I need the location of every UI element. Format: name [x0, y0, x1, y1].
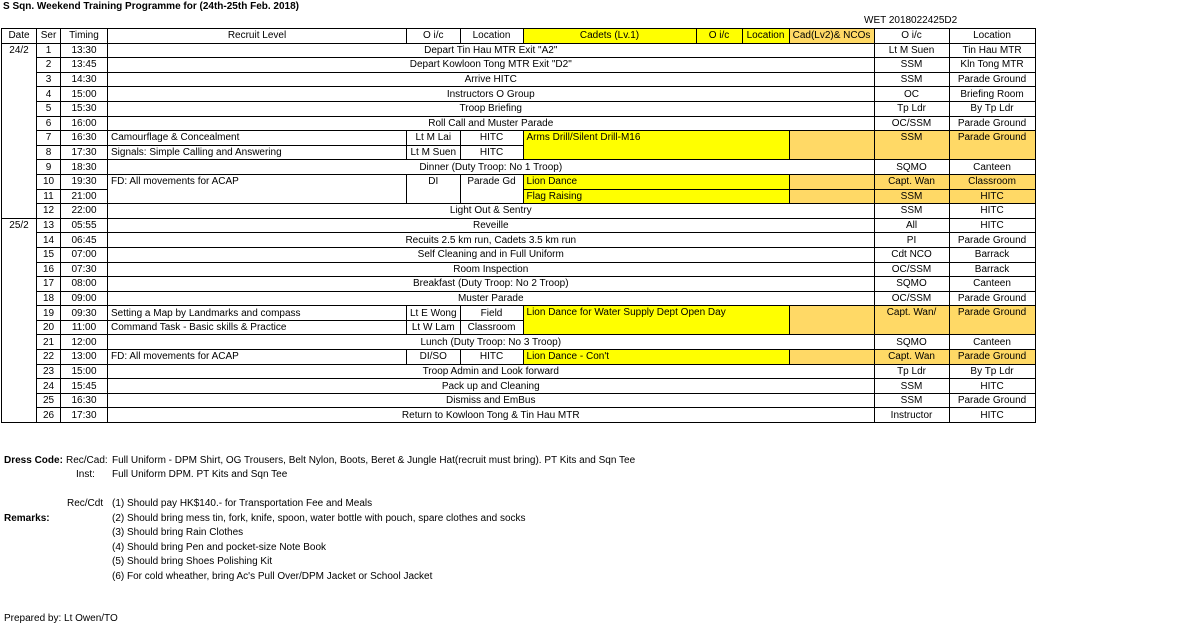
header-cadets-oic: O i/c	[696, 29, 742, 44]
cadet-activity-cell: Arms Drill/Silent Drill-M16	[523, 131, 789, 160]
location-cell: HITC	[949, 379, 1035, 394]
activity-cell: Lunch (Duty Troop: No 3 Troop)	[108, 335, 875, 350]
activity-cell: Depart Tin Hau MTR Exit "A2"	[108, 43, 875, 58]
activity-cell: Depart Kowloon Tong MTR Exit "D2"	[108, 58, 875, 73]
ser-cell: 11	[37, 189, 61, 204]
timing-cell: 13:00	[61, 350, 108, 365]
table-row	[2, 160, 1036, 175]
recruit-location-cell: HITC	[460, 350, 523, 365]
activity-cell: Return to Kowloon Tong & Tin Hau MTR	[108, 408, 875, 423]
location-cell: Parade Ground	[949, 72, 1035, 87]
recruit-cell: Camourflage & Concealment	[108, 131, 407, 146]
remarks-rec-label: Rec/Cdt	[67, 498, 104, 509]
schedule-table	[1, 28, 1036, 423]
timing-cell: 09:00	[61, 291, 108, 306]
location-cell: Canteen	[949, 335, 1035, 350]
remark-item: (3) Should bring Rain Clothes	[112, 527, 244, 538]
dress-code-rec-text: Full Uniform - DPM Shirt, OG Trousers, Belt Nylon, Boots, Beret & Jungle Hat(recruit must bring). PT Kits and Sqn Tee	[112, 455, 636, 466]
table-row	[2, 174, 1036, 189]
activity-cell: Troop Admin and Look forward	[108, 364, 875, 379]
recruit-oic-cell: Lt M Lai	[407, 131, 461, 146]
table-row	[2, 87, 1036, 102]
oic-cell: OC	[874, 87, 949, 102]
location-cell: Classroom	[949, 174, 1035, 189]
table-row	[2, 306, 1036, 321]
activity-cell: Pack up and Cleaning	[108, 379, 875, 394]
ser-cell: 17	[37, 277, 61, 292]
cadet-activity-cell: Lion Dance	[523, 174, 789, 189]
header-ser: Ser	[37, 29, 61, 44]
remark-item: (2) Should bring mess tin, fork, knife, spoon, water bottle with pouch, spare clothes and socks	[112, 513, 526, 524]
header-timing: Timing	[61, 29, 108, 44]
ser-cell: 24	[37, 379, 61, 394]
timing-cell: 21:00	[61, 189, 108, 204]
nco-cell	[789, 131, 874, 160]
oic-cell: SSM	[874, 204, 949, 219]
header-cadets: Cadets (Lv.1)	[523, 29, 696, 44]
timing-cell: 12:00	[61, 335, 108, 350]
ser-cell: 8	[37, 145, 61, 160]
ser-cell: 6	[37, 116, 61, 131]
oic-cell: SQMO	[874, 335, 949, 350]
header-date: Date	[2, 29, 37, 44]
oic-cell: Cdt NCO	[874, 247, 949, 262]
oic-cell: Tp Ldr	[874, 101, 949, 116]
table-row	[2, 101, 1036, 116]
location-cell: HITC	[949, 204, 1035, 219]
header-cadets-location: Location	[742, 29, 789, 44]
timing-cell: 07:30	[61, 262, 108, 277]
timing-cell: 08:00	[61, 277, 108, 292]
location-cell: Canteen	[949, 160, 1035, 175]
table-row	[2, 335, 1036, 350]
date-cell: 25/2	[2, 218, 37, 422]
recruit-oic-cell: DI	[407, 174, 461, 203]
recruit-location-cell: Classroom	[460, 320, 523, 335]
header-recruit-level: Recruit Level	[108, 29, 407, 44]
oic-cell: PI	[874, 233, 949, 248]
page-title: S Sqn. Weekend Training Programme for (24th-25th Feb. 2018)	[3, 1, 299, 12]
recruit-cell: Setting a Map by Landmarks and compass	[108, 306, 407, 321]
oic-cell: SSM	[874, 72, 949, 87]
recruit-oic-cell: DI/SO	[407, 350, 461, 365]
timing-cell: 13:45	[61, 58, 108, 73]
oic-cell: Lt M Suen	[874, 43, 949, 58]
dress-code-label: Dress Code:	[4, 455, 63, 466]
table-row	[2, 393, 1036, 408]
location-cell: Parade Ground	[949, 306, 1035, 335]
table-row	[2, 233, 1036, 248]
recruit-location-cell: Parade Gd	[460, 174, 523, 203]
dress-code-rec-label: Rec/Cad:	[66, 455, 108, 466]
reference-code: WET 2018022425D2	[864, 15, 958, 26]
cadet-activity-cell: Lion Dance - Con't	[523, 350, 789, 365]
ser-cell: 16	[37, 262, 61, 277]
activity-cell: Room Inspection	[108, 262, 875, 277]
nco-cell	[789, 174, 874, 189]
table-row	[2, 291, 1036, 306]
timing-cell: 14:30	[61, 72, 108, 87]
table-row	[2, 116, 1036, 131]
recruit-location-cell: HITC	[460, 145, 523, 160]
timing-cell: 11:00	[61, 320, 108, 335]
nco-cell	[789, 306, 874, 335]
location-cell: Parade Ground	[949, 291, 1035, 306]
nco-cell	[789, 189, 874, 204]
timing-cell: 06:45	[61, 233, 108, 248]
header-location: Location	[949, 29, 1035, 44]
table-row	[2, 408, 1036, 423]
table-row	[2, 131, 1036, 146]
ser-cell: 9	[37, 160, 61, 175]
ser-cell: 4	[37, 87, 61, 102]
recruit-cell: FD: All movements for ACAP	[108, 350, 407, 365]
ser-cell: 23	[37, 364, 61, 379]
recruit-oic-cell: Lt M Suen	[407, 145, 461, 160]
table-row	[2, 58, 1036, 73]
ser-cell: 7	[37, 131, 61, 146]
activity-cell: Muster Parade	[108, 291, 875, 306]
ser-cell: 25	[37, 393, 61, 408]
location-cell: Canteen	[949, 277, 1035, 292]
activity-cell: Breakfast (Duty Troop: No 2 Troop)	[108, 277, 875, 292]
table-row	[2, 218, 1036, 233]
location-cell: Parade Ground	[949, 233, 1035, 248]
timing-cell: 09:30	[61, 306, 108, 321]
oic-cell: All	[874, 218, 949, 233]
timing-cell: 15:00	[61, 87, 108, 102]
ser-cell: 10	[37, 174, 61, 189]
location-cell: Briefing Room	[949, 87, 1035, 102]
header-row	[2, 29, 1036, 44]
timing-cell: 22:00	[61, 204, 108, 219]
oic-cell: OC/SSM	[874, 262, 949, 277]
oic-cell: OC/SSM	[874, 116, 949, 131]
activity-cell: Instructors O Group	[108, 87, 875, 102]
table-row	[2, 364, 1036, 379]
recruit-oic-cell: Lt W Lam	[407, 320, 461, 335]
timing-cell: 16:30	[61, 393, 108, 408]
table-row	[2, 247, 1036, 262]
activity-cell: Roll Call and Muster Parade	[108, 116, 875, 131]
location-cell: Kln Tong MTR	[949, 58, 1035, 73]
oic-cell: SSM	[874, 379, 949, 394]
remark-item: (6) For cold wheather, bring Ac's Pull Over/DPM Jacket or School Jacket	[112, 571, 433, 582]
timing-cell: 17:30	[61, 145, 108, 160]
timing-cell: 15:45	[61, 379, 108, 394]
ser-cell: 5	[37, 101, 61, 116]
timing-cell: 05:55	[61, 218, 108, 233]
ser-cell: 19	[37, 306, 61, 321]
ser-cell: 13	[37, 218, 61, 233]
ser-cell: 22	[37, 350, 61, 365]
location-cell: Tin Hau MTR	[949, 43, 1035, 58]
timing-cell: 15:00	[61, 364, 108, 379]
activity-cell: Troop Briefing	[108, 101, 875, 116]
ser-cell: 26	[37, 408, 61, 423]
ser-cell: 21	[37, 335, 61, 350]
date-cell: 24/2	[2, 43, 37, 218]
timing-cell: 16:30	[61, 131, 108, 146]
remarks-label: Remarks:	[4, 513, 50, 524]
oic-cell: Capt. Wan	[874, 350, 949, 365]
ser-cell: 14	[37, 233, 61, 248]
header-location: Location	[460, 29, 523, 44]
timing-cell: 16:00	[61, 116, 108, 131]
location-cell: Barrack	[949, 262, 1035, 277]
recruit-location-cell: Field	[460, 306, 523, 321]
oic-cell: SSM	[874, 58, 949, 73]
location-cell: Parade Ground	[949, 350, 1035, 365]
recruit-cell: Command Task - Basic skills & Practice	[108, 320, 407, 335]
header-cad-ncos: Cad(Lv2)& NCOs	[789, 29, 874, 44]
oic-cell: SSM	[874, 131, 949, 160]
oic-cell: SQMO	[874, 160, 949, 175]
oic-cell: Capt. Wan	[874, 174, 949, 189]
recruit-location-cell: HITC	[460, 131, 523, 146]
ser-cell: 15	[37, 247, 61, 262]
location-cell: By Tp Ldr	[949, 364, 1035, 379]
oic-cell: SQMO	[874, 277, 949, 292]
cadet-activity-cell: Lion Dance for Water Supply Dept Open Day	[523, 306, 789, 335]
timing-cell: 13:30	[61, 43, 108, 58]
header-oic: O i/c	[874, 29, 949, 44]
activity-cell: Light Out & Sentry	[108, 204, 875, 219]
oic-cell: Tp Ldr	[874, 364, 949, 379]
location-cell: HITC	[949, 408, 1035, 423]
activity-cell: Recuits 2.5 km run, Cadets 3.5 km run	[108, 233, 875, 248]
dress-code-inst-label: Inst:	[76, 469, 95, 480]
ser-cell: 3	[37, 72, 61, 87]
ser-cell: 18	[37, 291, 61, 306]
ser-cell: 20	[37, 320, 61, 335]
table-row	[2, 379, 1036, 394]
ser-cell: 2	[37, 58, 61, 73]
remark-item: (5) Should bring Shoes Polishing Kit	[112, 556, 273, 567]
location-cell: Parade Ground	[949, 116, 1035, 131]
nco-cell	[789, 350, 874, 365]
table-row	[2, 72, 1036, 87]
timing-cell: 19:30	[61, 174, 108, 189]
activity-cell: Dismiss and EmBus	[108, 393, 875, 408]
table-row	[2, 262, 1036, 277]
activity-cell: Arrive HITC	[108, 72, 875, 87]
ser-cell: 1	[37, 43, 61, 58]
location-cell: HITC	[949, 218, 1035, 233]
oic-cell: SSM	[874, 393, 949, 408]
header-oic: O i/c	[407, 29, 461, 44]
remark-item: (4) Should bring Pen and pocket-size Note Book	[112, 542, 327, 553]
table-row	[2, 43, 1036, 58]
location-cell: Parade Ground	[949, 393, 1035, 408]
table-row	[2, 204, 1036, 219]
activity-cell: Reveille	[108, 218, 875, 233]
timing-cell: 15:30	[61, 101, 108, 116]
timing-cell: 07:00	[61, 247, 108, 262]
recruit-cell: Signals: Simple Calling and Answering	[108, 145, 407, 160]
oic-cell: Capt. Wan/	[874, 306, 949, 335]
recruit-oic-cell: Lt E Wong	[407, 306, 461, 321]
timing-cell: 17:30	[61, 408, 108, 423]
location-cell: Barrack	[949, 247, 1035, 262]
location-cell: By Tp Ldr	[949, 101, 1035, 116]
cadet-activity-cell: Flag Raising	[523, 189, 789, 204]
dress-code-inst-text: Full Uniform DPM. PT Kits and Sqn Tee	[112, 469, 288, 480]
recruit-cell: FD: All movements for ACAP	[108, 174, 407, 203]
location-cell: Parade Ground	[949, 131, 1035, 160]
oic-cell: Instructor	[874, 408, 949, 423]
prepared-by: Prepared by: Lt Owen/TO	[4, 613, 118, 624]
activity-cell: Self Cleaning and in Full Uniform	[108, 247, 875, 262]
oic-cell: SSM	[874, 189, 949, 204]
table-row	[2, 277, 1036, 292]
timing-cell: 18:30	[61, 160, 108, 175]
oic-cell: OC/SSM	[874, 291, 949, 306]
location-cell: HITC	[949, 189, 1035, 204]
activity-cell: Dinner (Duty Troop: No 1 Troop)	[108, 160, 875, 175]
ser-cell: 12	[37, 204, 61, 219]
table-row	[2, 350, 1036, 365]
remark-item: (1) Should pay HK$140.- for Transportation Fee and Meals	[112, 498, 373, 509]
